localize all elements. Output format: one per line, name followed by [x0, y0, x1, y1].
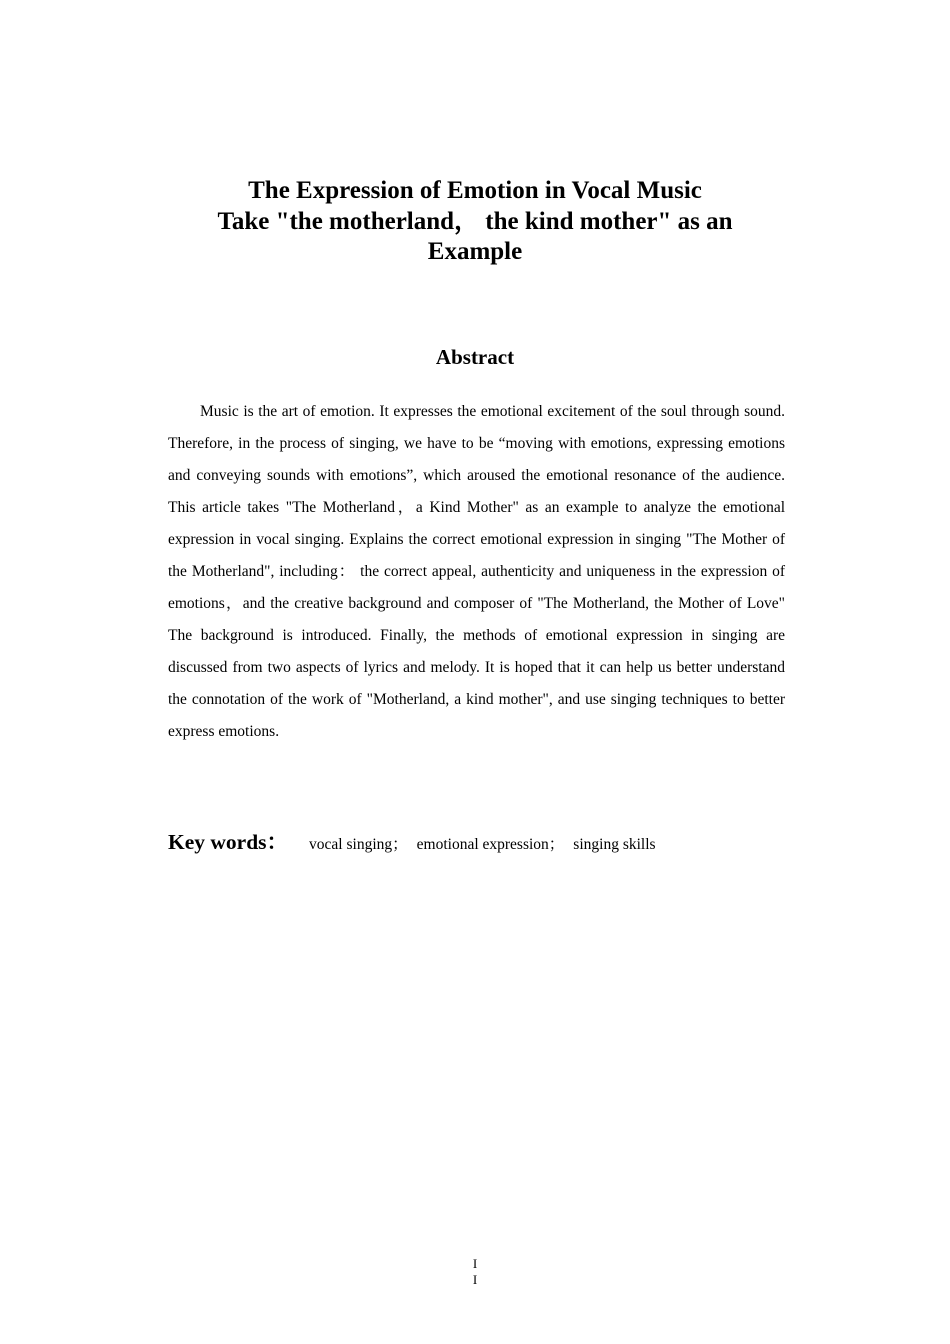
keyword-item: singing skills — [573, 836, 656, 853]
keywords-label: Key words： — [168, 830, 289, 854]
page-number-line: I — [472, 1272, 478, 1287]
document-title — [150, 176, 800, 268]
abstract-body: Music is the art of emotion. It expresses the emotional excitement of the soul through sound. Therefore, in the process of singing, we have to be “moving with emotions, expressing emotions and conveying sounds with emotions”, which aroused the emotional resonance of the audience. This article takes "The Motherland，a Kind Mother" as an example to analyze the emotional expression in vocal singing. Explains the correct emotional expression in singing "The Mother of the Motherland", including： the correct appeal, authenticity and uniqueness in the expression of emotions，and the creative background and composer of "The Motherland, the Mother of Love" The background is introduced. Finally, the methods of emotional expression in singing are discussed from two aspects of lyrics and melody. It is hoped that it can help us better understand the connotation of the work of "Motherland, a kind mother", and use singing techniques to better express emotions. — [168, 403, 785, 740]
abstract-heading: Abstract — [435, 345, 515, 369]
title-line: Take "the motherland， the kind mother" as an — [217, 207, 733, 235]
page-number-line: I — [472, 1256, 478, 1271]
keyword-item: emotional expression； — [416, 836, 565, 853]
keywords-line — [168, 826, 785, 861]
page-number — [0, 1256, 950, 1288]
keyword-item: vocal singing； — [309, 836, 408, 853]
title-line: The Expression of Emotion in Vocal Music — [248, 177, 702, 204]
title-line: Example — [427, 238, 523, 265]
